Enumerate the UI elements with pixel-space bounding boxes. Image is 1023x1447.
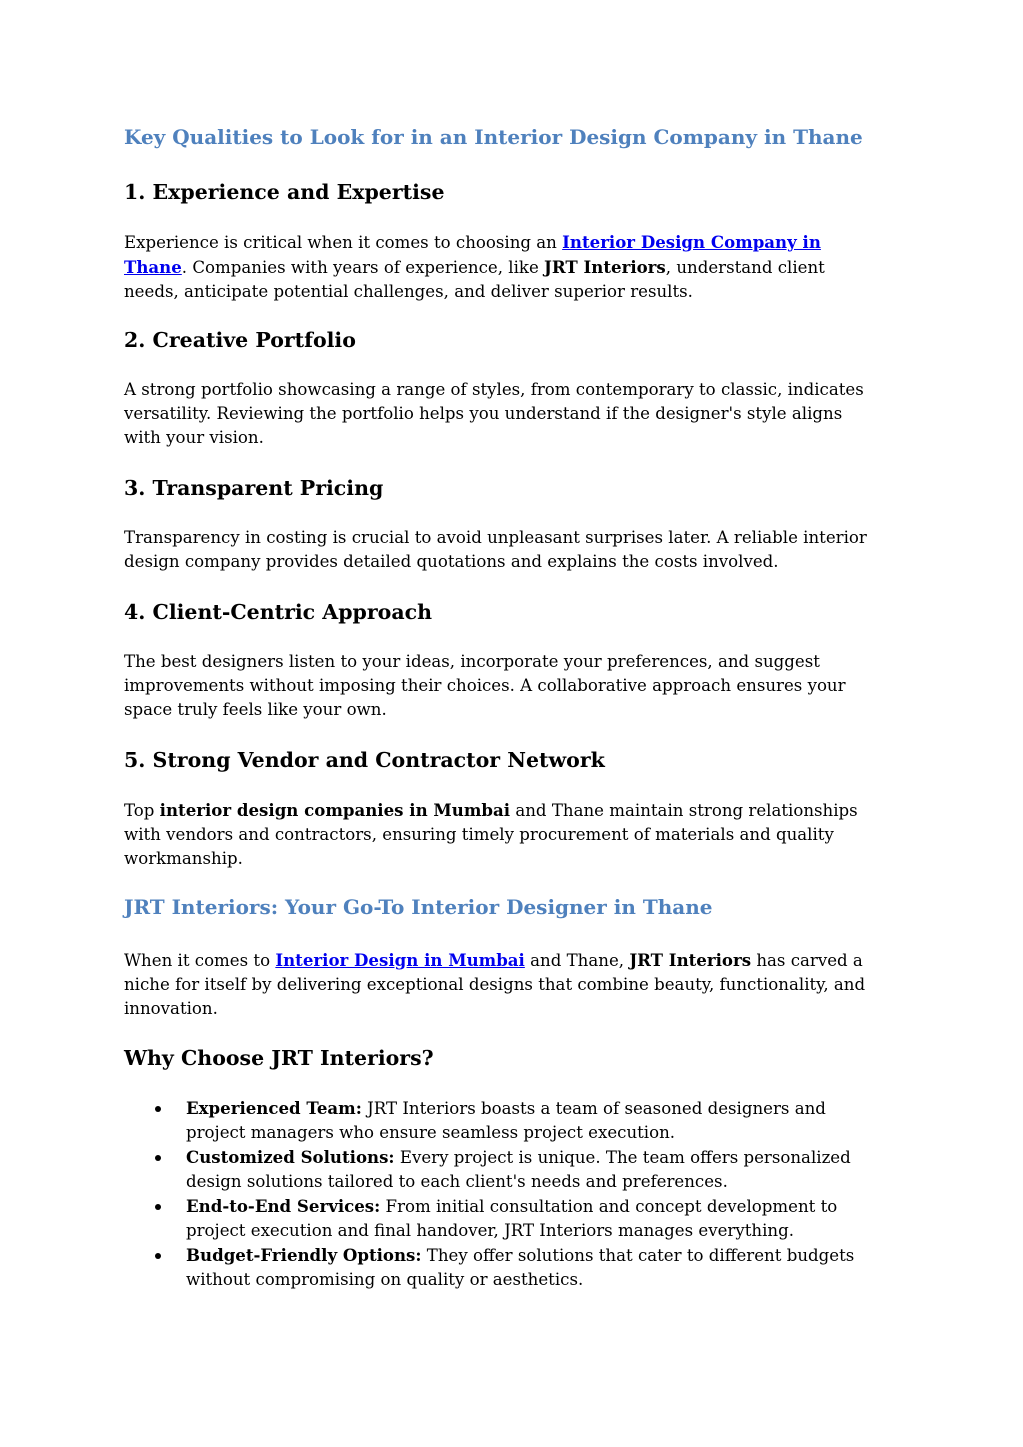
interior-design-company-thane-link-cont[interactable] — [124, 257, 182, 277]
list-item-line — [186, 1194, 914, 1219]
text-span: . Companies with years of experience, like — [181, 258, 545, 277]
text-span: When it comes to — [124, 951, 276, 970]
text-span: and Thane maintain strong relationships — [510, 801, 858, 820]
bold-brand: JRT Interiors — [544, 257, 666, 277]
paragraph-portfolio — [124, 378, 914, 450]
paragraph-line: design company provides detailed quotations and explains the costs involved. — [124, 552, 779, 571]
list-item-line — [186, 1096, 914, 1121]
paragraph-jrt — [124, 948, 914, 1021]
list-item-label: Experienced Team: — [186, 1098, 362, 1118]
bold-brand: JRT Interiors — [629, 950, 752, 970]
text-span: Top — [124, 801, 160, 820]
paragraph-experience — [124, 230, 914, 304]
list-item-line — [186, 1243, 914, 1268]
text-span: Every project is unique. The team offers personalized — [394, 1148, 851, 1167]
paragraph-line: A strong portfolio showcasing a range of styles, from contemporary to classic, indicates — [124, 380, 864, 399]
paragraph-line: with vendors and contractors, ensuring timely procurement of materials and quality — [124, 825, 834, 844]
list-item — [124, 1096, 914, 1145]
list-item-line — [186, 1145, 914, 1170]
paragraph-line: innovation. — [124, 999, 218, 1018]
link-text: Thane — [124, 257, 182, 277]
why-choose-heading: Why Choose JRT Interiors? — [124, 1046, 434, 1070]
text-span: From initial consultation and concept development to — [380, 1197, 838, 1216]
bullet-icon — [155, 1253, 161, 1259]
section-heading-pricing: 3. Transparent Pricing — [124, 476, 384, 500]
list-item-label: Customized Solutions: — [186, 1147, 395, 1167]
paragraph-line: space truly feels like your own. — [124, 700, 387, 719]
list-item — [124, 1145, 914, 1194]
section-heading-experience: 1. Experience and Expertise — [124, 180, 445, 204]
list-item-line: design solutions tailored to each client's needs and preferences. — [186, 1172, 728, 1191]
why-choose-list — [124, 1096, 914, 1292]
text-span: , understand client — [665, 258, 825, 277]
paragraph-line: Transparency in costing is crucial to avoid unpleasant surprises later. A reliable interior — [124, 528, 867, 547]
paragraph-line — [124, 948, 914, 973]
paragraph-vendor-network — [124, 798, 914, 871]
paragraph-line: workmanship. — [124, 849, 243, 868]
list-item-label: End-to-End Services: — [186, 1196, 381, 1216]
section-heading-client-centric: 4. Client-Centric Approach — [124, 600, 433, 624]
paragraph-pricing — [124, 526, 914, 574]
main-heading: Key Qualities to Look for in an Interior Design Company in Thane — [124, 125, 863, 149]
bullet-icon — [155, 1106, 161, 1112]
list-item-label: Budget-Friendly Options: — [186, 1245, 422, 1265]
text-span: They offer solutions that cater to different budgets — [421, 1246, 855, 1265]
paragraph-line: needs, anticipate potential challenges, and deliver superior results. — [124, 282, 693, 301]
list-item — [124, 1243, 914, 1292]
jrt-heading: JRT Interiors: Your Go-To Interior Designer in Thane — [124, 895, 713, 919]
paragraph-line: versatility. Reviewing the portfolio helps you understand if the designer's style aligns — [124, 404, 843, 423]
list-item-line: project execution and final handover, JRT Interiors manages everything. — [186, 1221, 794, 1240]
link-text: Interior Design Company in — [562, 232, 821, 252]
section-heading-vendor-network: 5. Strong Vendor and Contractor Network — [124, 748, 605, 772]
text-span: Experience is critical when it comes to choosing an — [124, 233, 563, 252]
list-item-line: project managers who ensure seamless project execution. — [186, 1123, 676, 1142]
text-span: has carved a — [751, 951, 863, 970]
bullet-icon — [155, 1204, 161, 1210]
paragraph-line — [124, 230, 914, 255]
interior-design-company-thane-link[interactable] — [562, 232, 821, 252]
text-span: JRT Interiors boasts a team of seasoned designers and — [361, 1099, 826, 1118]
interior-design-mumbai-link[interactable]: Interior Design in Mumbai — [275, 950, 525, 970]
bold-phrase: interior design companies in Mumbai — [159, 800, 511, 820]
section-heading-portfolio: 2. Creative Portfolio — [124, 328, 356, 352]
bullet-icon — [155, 1155, 161, 1161]
paragraph-line: improvements without imposing their choices. A collaborative approach ensures your — [124, 676, 846, 695]
paragraph-line: The best designers listen to your ideas, incorporate your preferences, and suggest — [124, 652, 820, 671]
paragraph-line: niche for itself by delivering exceptional designs that combine beauty, functionality, and — [124, 975, 866, 994]
paragraph-line — [124, 798, 914, 823]
paragraph-client-centric — [124, 650, 914, 722]
paragraph-line: with your vision. — [124, 428, 264, 447]
list-item — [124, 1194, 914, 1243]
paragraph-line — [124, 255, 914, 280]
text-span: and Thane, — [524, 951, 630, 970]
list-item-line: without compromising on quality or aesthetics. — [186, 1270, 584, 1289]
